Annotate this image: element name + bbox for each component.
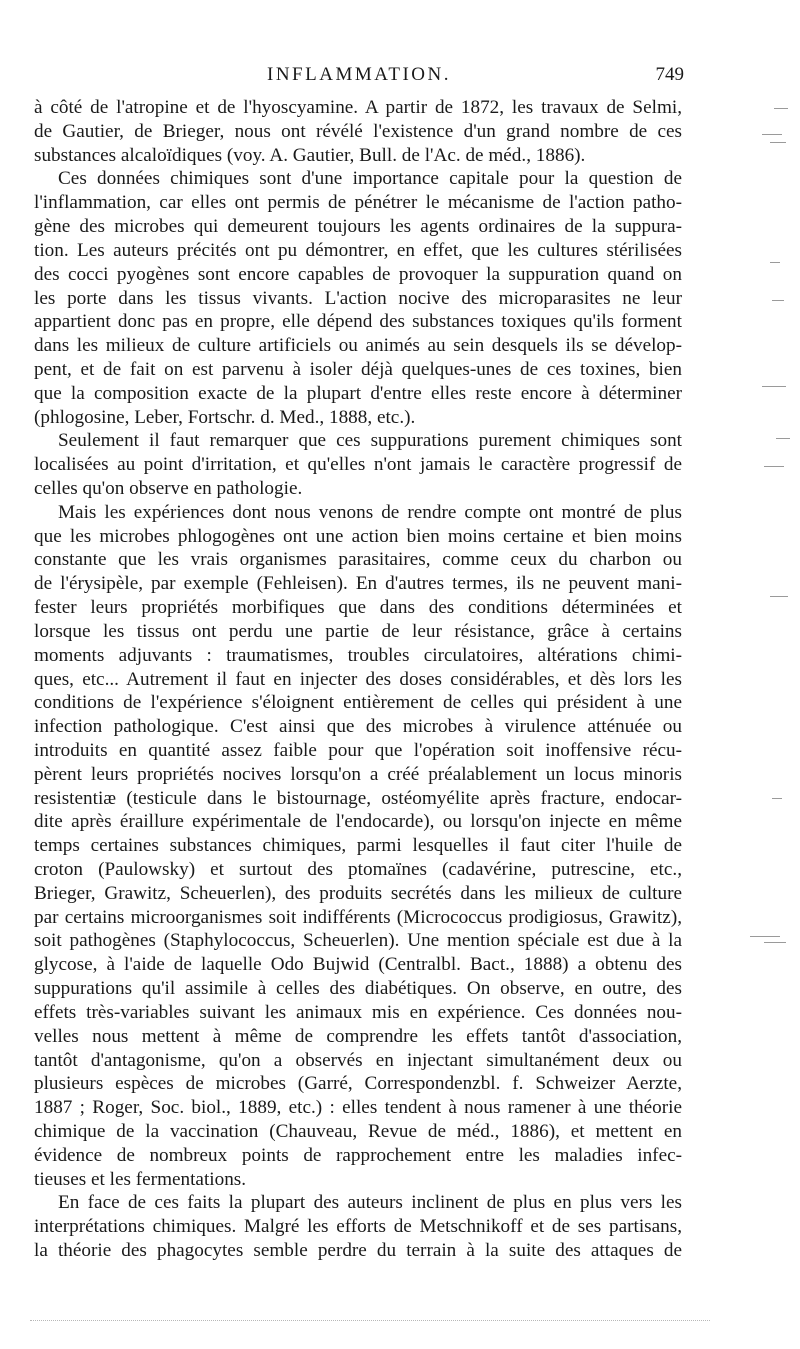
text-line: pent, et de fait on est parvenu à isoler déjà quelques-unes de ces toxines, bien <box>34 358 682 380</box>
body-text <box>34 96 682 1263</box>
text-line: velles nous mettent à même de comprendre les effets tantôt d'association, <box>34 1025 682 1047</box>
text-line: plusieurs espèces de microbes (Garré, Correspondenzbl. f. Schweizer Aerzte, <box>34 1073 682 1095</box>
text-line: temps certaines substances chimiques, parmi lesquelles il faut citer l'huile de <box>34 835 682 857</box>
text-line: Seulement il faut remarquer que ces suppurations purement chimiques sont <box>58 430 682 452</box>
text-line: soit pathogènes (Staphylococcus, Scheuerlen). Une mention spéciale est due à la <box>34 930 682 952</box>
text-line: moments adjuvants : traumatismes, troubles circulatoires, altérations chimi- <box>34 644 682 666</box>
text-line: En face de ces faits la plupart des auteurs inclinent de plus en plus vers les <box>58 1192 682 1214</box>
text-line: lorsque les tissus ont perdu une partie de leur résistance, grâce à certains <box>34 620 682 642</box>
text-line: à côté de l'atropine et de l'hyoscyamine. A partir de 1872, les travaux de Selmi, <box>34 97 682 118</box>
text-line: conditions de l'expérience s'éloignent entièrement de celles qui président à une <box>34 692 682 714</box>
text-line: infection pathologique. C'est ainsi que des microbes à virulence atténuée ou <box>34 716 682 738</box>
footer-rule <box>30 1318 710 1321</box>
text-line: substances alcaloïdiques (voy. A. Gautier, Bull. de l'Ac. de méd., 1886). <box>34 144 586 166</box>
text-line: pèrent leurs propriétés nocives lorsqu'on a créé préalablement un locus minoris <box>34 763 682 785</box>
text-line: constante que les vrais organismes parasitaires, comme ceux du charbon ou <box>34 549 682 571</box>
text-line: glycose, à l'aide de laquelle Odo Bujwid (Centralbl. Bact., 1888) a obtenu des <box>34 954 682 976</box>
text-line: des cocci pyogènes sont encore capables de provoquer la suppuration quand on <box>34 263 682 285</box>
text-line: évidence de nombreux points de rapprochement entre les maladies infec- <box>34 1144 682 1166</box>
text-line: effets très-variables suivant les animaux mis en expérience. Ces données nou- <box>34 1001 682 1023</box>
text-line: dite après éraillure expérimentale de l'endocarde), ou lorsqu'on injecte en même <box>34 811 682 833</box>
text-line: resistentiæ (testicule dans le bistournage, ostéomyélite après fracture, endocar- <box>34 787 682 809</box>
text-line: chimique de la vaccination (Chauveau, Revue de méd., 1886), et mettent en <box>34 1120 682 1142</box>
text-line: de Gautier, de Brieger, nous ont révélé l'existence d'un grand nombre de ces <box>34 120 682 142</box>
text-line: tion. Les auteurs précités ont pu démontrer, en effet, que les cultures stérilisées <box>34 239 682 261</box>
text-line: Ces données chimiques sont d'une importance capitale pour la question de <box>58 168 682 190</box>
text-line: localisées au point d'irritation, et qu'elles n'ont jamais le caractère progressif de <box>34 454 682 476</box>
text-line: Mais les expériences dont nous venons de rendre compte ont montré de plus <box>58 501 682 523</box>
running-title: INFLAMMATION. <box>267 64 451 85</box>
text-line: tieuses et les fermentations. <box>34 1168 247 1190</box>
text-line: (phlogosine, Leber, Fortschr. d. Med., 1888, etc.). <box>34 406 416 428</box>
text-line: celles qu'on observe en pathologie. <box>34 478 303 499</box>
text-line: appartient donc pas en propre, elle dépend des substances toxiques qu'ils forment <box>34 311 682 333</box>
text-line: de l'érysipèle, par exemple (Fehleisen). En d'autres termes, ils ne peuvent mani- <box>34 573 682 595</box>
text-line: suppurations qu'il assimile à celles des diabétiques. On observe, en outre, des <box>34 978 682 1000</box>
page-number: 749 <box>655 64 684 85</box>
text-line: croton (Paulowsky) et surtout des ptomaïnes (cadavérine, putrescine, etc., <box>34 859 682 880</box>
text-line: introduits en quantité assez faible pour que l'opération soit inoffensive récu- <box>34 739 682 761</box>
margin-marks <box>740 0 800 1349</box>
text-line: que la composition exacte de la plupart d'entre elles reste encore à déterminer <box>34 382 682 404</box>
text-line: fester leurs propriétés morbifiques que dans des conditions déterminées et <box>34 597 682 619</box>
text-line: les porte dans les tissus vivants. L'action nocive des microparasites ne leur <box>34 287 682 309</box>
text-line: ques, etc... Autrement il faut en injecter des doses considérables, et dès lors les <box>34 668 682 690</box>
text-line: que les microbes phlogogènes ont une action bien moins certaine et bien moins <box>34 525 682 547</box>
text-line: par certains microorganismes soit indifférents (Micrococcus prodigiosus, Grawitz), <box>34 906 682 928</box>
page-header <box>34 64 684 90</box>
text-line: interprétations chimiques. Malgré les efforts de Metschnikoff et de ses partisans, <box>34 1216 682 1238</box>
text-line: tantôt d'antagonisme, qu'on a observés en injectant simultanément deux ou <box>34 1049 682 1071</box>
text-line: la théorie des phagocytes semble perdre du terrain à la suite des attaques de <box>34 1240 682 1261</box>
text-line: Brieger, Grawitz, Scheuerlen), des produits secrétés dans les milieux de culture <box>34 882 682 904</box>
text-line: l'inflammation, car elles ont permis de pénétrer le mécanisme de l'action patho- <box>34 192 682 214</box>
text-line: 1887 ; Roger, Soc. biol., 1889, etc.) : elles tendent à nous ramener à une théorie <box>34 1097 682 1119</box>
text-line: dans les milieux de culture artificiels ou animés au sein desquels ils se dévelop- <box>34 335 682 357</box>
text-line: gène des microbes qui demeurent toujours les agents ordinaires de la suppura- <box>34 216 682 238</box>
